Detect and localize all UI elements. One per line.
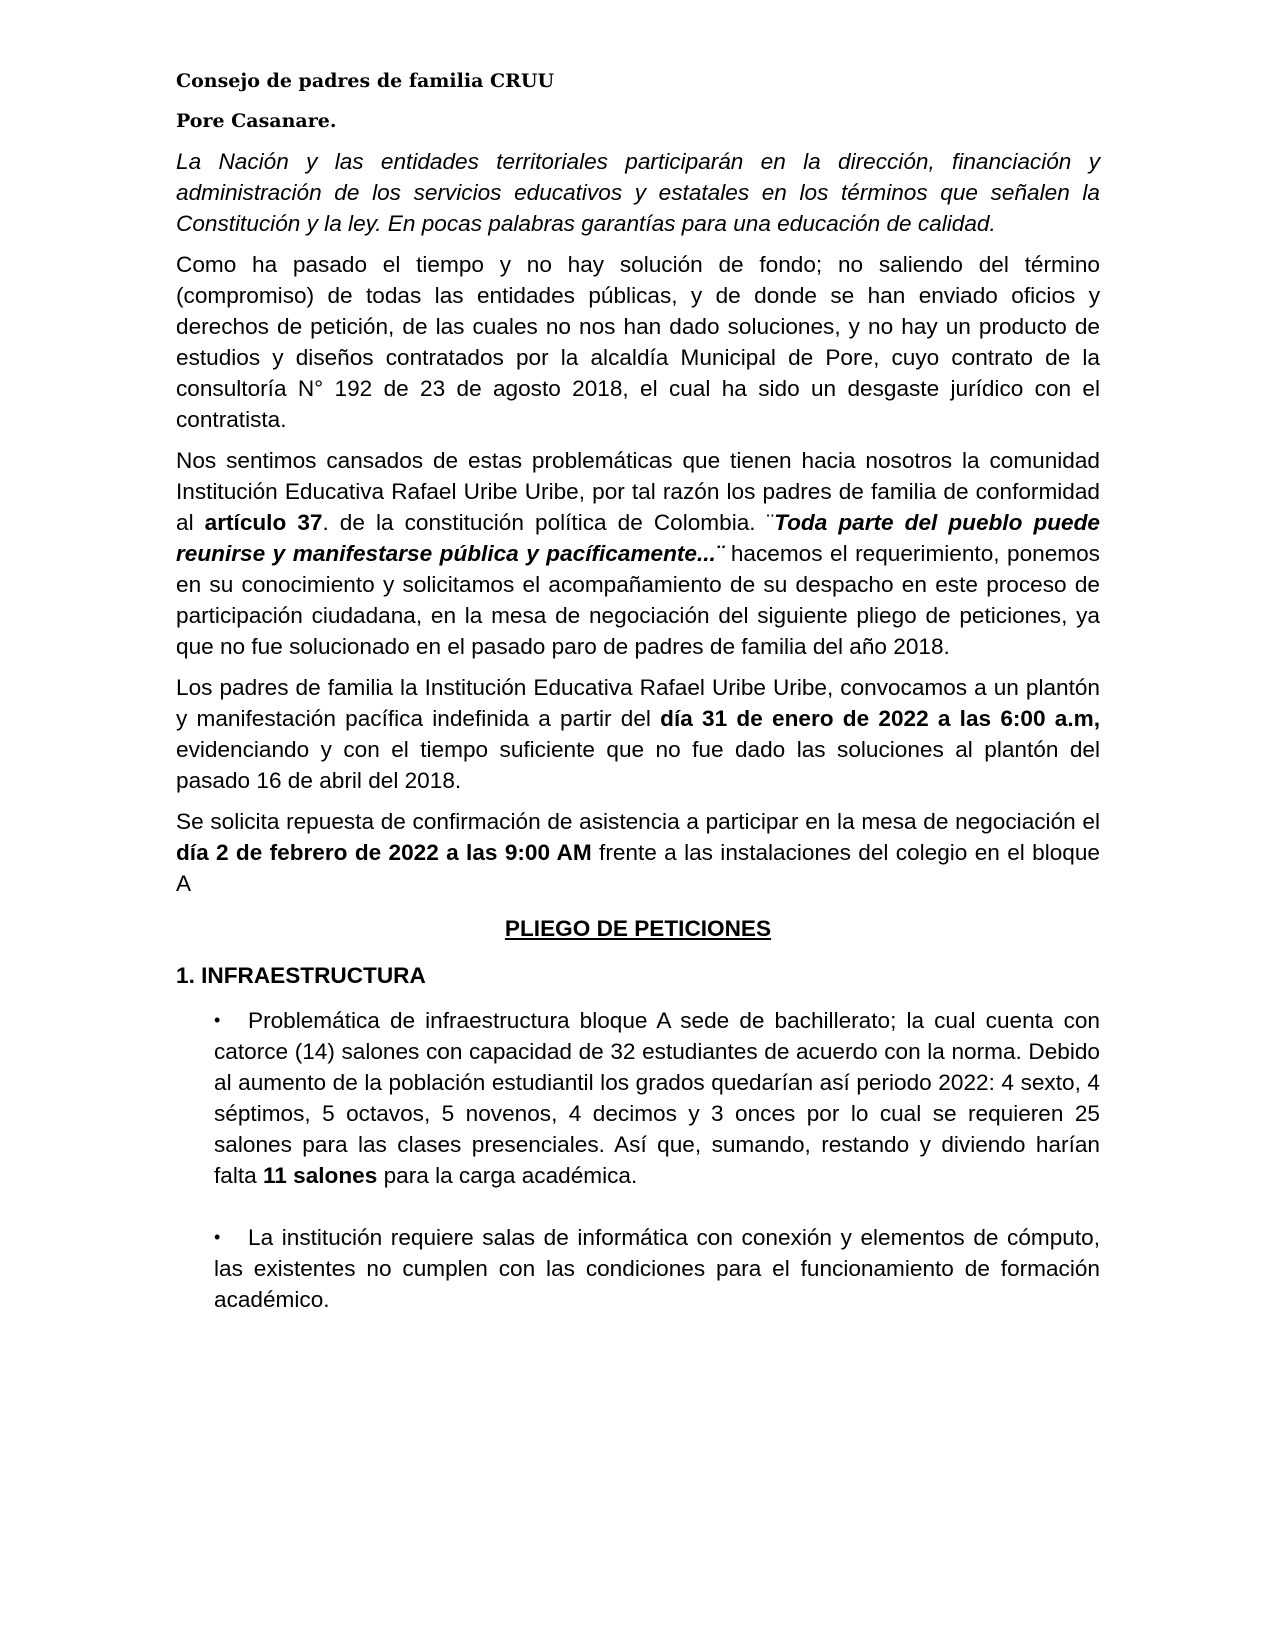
- petition-list: [176, 1005, 1100, 1315]
- bullet-icon: •: [214, 1010, 221, 1030]
- intro-quote: La Nación y las entidades territoriales participarán en la dirección, financiación y administración de los servicios educativos y estatales en los términos que señalen la Constitución y la ley. En pocas palabras garantías para una educación de calidad.: [176, 149, 1100, 236]
- paragraph-meeting: [176, 806, 1100, 899]
- text: Se solicita repuesta de confirmación de asistencia a participar en la mesa de negociación el: [176, 809, 1100, 834]
- article-reference: artículo 37: [204, 510, 323, 535]
- list-item: [214, 1222, 1100, 1315]
- text: hacemos el requerimiento, ponemos en su conocimiento y solicitamos el acompañamiento de su despacho en este proceso de participación ciudadana, en la mesa de negociación del siguiente pliego de peticiones, ya que no fue solucionado en el pasado paro de padres de familia del año 2018.: [176, 541, 1100, 659]
- list-item: [214, 1005, 1100, 1191]
- text: Problemática de infraestructura bloque A sede de bachillerato; la cual cuenta con catorce (14) salones con capacidad de 32 estudiantes de acuerdo con la norma. Debido al aumento de la población estudiantil los grados quedarían así periodo 2022: 4 sexto, 4 séptimos, 5 octavos, 5 novenos, 4 decimos y 3 onces por lo cual se requieren 25 salones para las clases presenciales. Así que, sumando, restando y diviendo harían falta: [214, 1008, 1100, 1188]
- paragraph-article-37: [176, 445, 1100, 662]
- council-name: Consejo de padres de familia CRUU: [176, 70, 555, 92]
- text: frente a las instalaciones del colegio en el bloque A: [176, 840, 1100, 896]
- protest-date: día 31 de enero de 2022 a las 6:00 a.m,: [660, 706, 1100, 731]
- paragraph-protest: [176, 672, 1100, 796]
- classroom-count: 11 salones: [262, 1163, 378, 1188]
- document-page: [176, 68, 1100, 1346]
- text: . de la constitución política de Colombia. ¨: [322, 510, 775, 535]
- bullet-icon: •: [214, 1227, 221, 1247]
- location: Pore Casanare.: [176, 110, 337, 132]
- text: Nos sentimos cansados de estas problemáticas que tienen hacia nosotros la comunidad Institución Educativa Rafael Uribe Uribe, por tal razón los padres de familia de conformidad al: [176, 448, 1100, 535]
- article-quote: Toda parte del pueblo puede reunirse y manifestarse pública y pacíficamente...¨: [176, 510, 1100, 566]
- text: evidenciando y con el tiempo suficiente que no fue dado las soluciones al plantón del pasado 16 de abril del 2018.: [176, 737, 1100, 793]
- document-title: PLIEGO DE PETICIONES: [504, 916, 772, 941]
- meeting-date: día 2 de febrero de 2022 a las 9:00 AM: [176, 840, 592, 865]
- paragraph-background: Como ha pasado el tiempo y no hay solución de fondo; no saliendo del término (compromiso) de todas las entidades públicas, y de donde se han enviado oficios y derechos de petición, de las cuales no nos han dado soluciones, y no hay un producto de estudios y diseños contratados por la alcaldía Municipal de Pore, cuyo contrato de la consultoría N° 192 de 23 de agosto 2018, el cual ha sido un desgaste jurídico con el contratista.: [176, 252, 1100, 432]
- text: La institución requiere salas de informática con conexión y elementos de cómputo, las existentes no cumplen con las condiciones para el funcionamiento de formación académico.: [214, 1225, 1100, 1312]
- section-heading: 1. INFRAESTRUCTURA: [176, 963, 426, 988]
- text: para la carga académica.: [377, 1163, 638, 1188]
- text: Los padres de familia la Institución Educativa Rafael Uribe Uribe, convocamos a un plantón y manifestación pacífica indefinida a partir del: [176, 675, 1100, 731]
